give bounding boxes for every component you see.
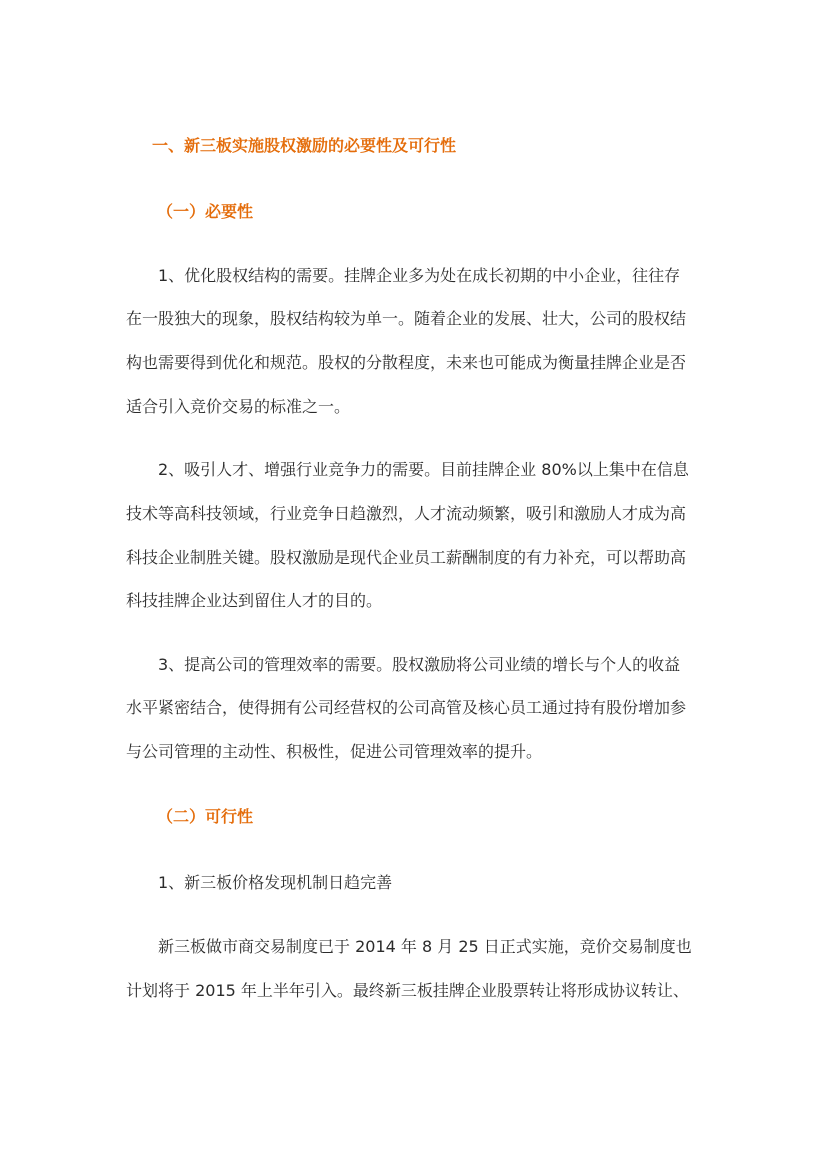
paragraph-line: 水平紧密结合，使得拥有公司经营权的公司高管及核心员工通过持有股份增加参 bbox=[126, 698, 687, 717]
main-heading: 一、新三板实施股权激励的必要性及可行性 bbox=[152, 136, 457, 155]
paragraph-line: 科技挂牌企业达到留住人才的目的。 bbox=[126, 591, 383, 610]
paragraph-line: 在一股独大的现象，股权结构较为单一。随着企业的发展、壮大，公司的股权结 bbox=[126, 309, 687, 328]
paragraph-line: 计划将于 2015 年上半年引入。最终新三板挂牌企业股票转让将形成协议转让、 bbox=[126, 981, 689, 1000]
paragraph-line: 科技企业制胜关键。股权激励是现代企业员工薪酬制度的有力补充，可以帮助高 bbox=[126, 548, 687, 567]
paragraph-line: 1、优化股权结构的需要。挂牌企业多为处在成长初期的中小企业，往往存 bbox=[158, 266, 681, 285]
section-heading-feasibility: （二）可行性 bbox=[157, 807, 254, 826]
section-heading-necessity: （一）必要性 bbox=[157, 202, 254, 221]
sub-item-heading: 1、新三板价格发现机制日趋完善 bbox=[158, 873, 393, 892]
paragraph-line: 适合引入竞价交易的标准之一。 bbox=[126, 397, 351, 416]
paragraph-line: 与公司管理的主动性、积极性，促进公司管理效率的提升。 bbox=[126, 742, 543, 761]
paragraph-line: 构也需要得到优化和规范。股权的分散程度，未来也可能成为衡量挂牌企业是否 bbox=[126, 353, 687, 372]
paragraph-line: 3、提高公司的管理效率的需要。股权激励将公司业绩的增长与个人的收益 bbox=[158, 655, 681, 674]
paragraph-line: 2、吸引人才、增强行业竞争力的需要。目前挂牌企业 80%以上集中在信息 bbox=[158, 460, 689, 479]
paragraph-line: 新三板做市商交易制度已于 2014 年 8 月 25 日正式实施，竞价交易制度也 bbox=[158, 937, 692, 956]
paragraph-line: 技术等高科技领域，行业竞争日趋激烈，人才流动频繁，吸引和激励人才成为高 bbox=[126, 504, 687, 523]
